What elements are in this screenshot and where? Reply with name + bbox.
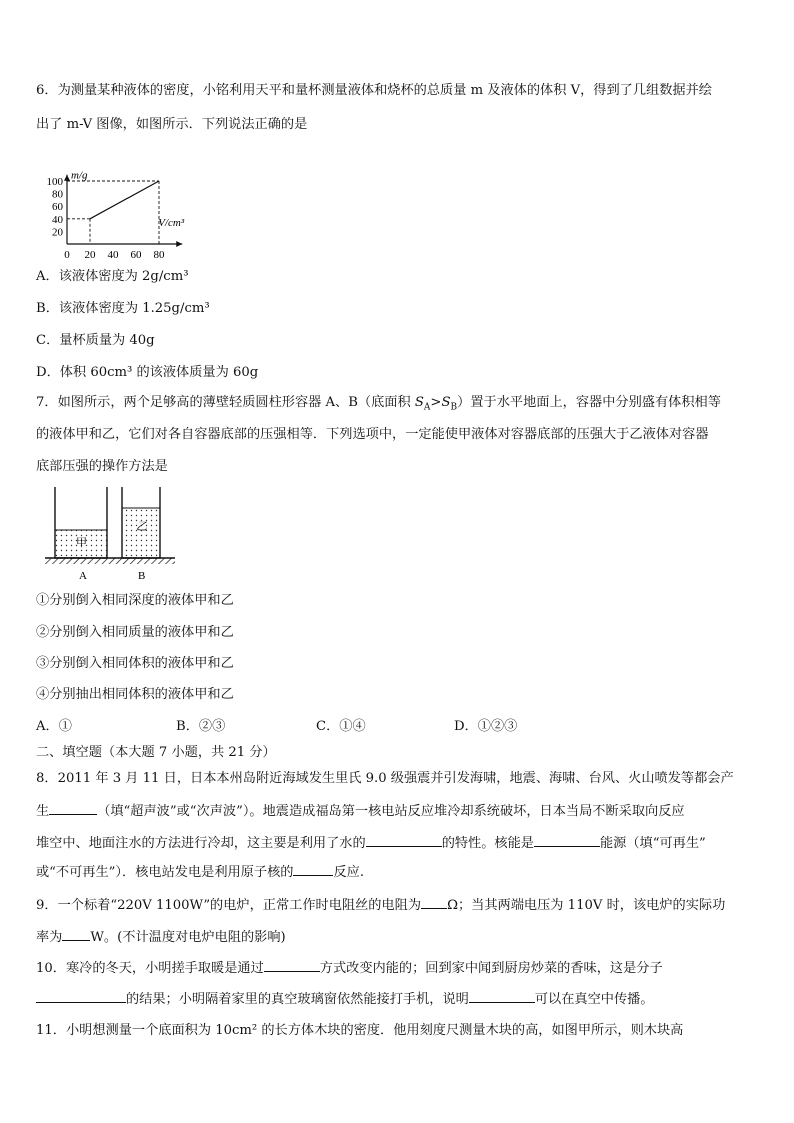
label-a: A: [79, 570, 87, 582]
answer-blank[interactable]: [264, 959, 320, 972]
answer-blank[interactable]: [366, 834, 442, 847]
q8-line2-b: （填“超声波”或“次声波”）。地震造成福岛第一核电站反应堆冷却系统破坏，日本当局不断采取向反应: [97, 804, 685, 819]
label-yi: 乙: [136, 521, 147, 533]
q7-choice-d: D．①②③: [454, 719, 518, 734]
answer-blank[interactable]: [49, 802, 97, 815]
q10-line2: [36, 990, 654, 1009]
q7-choice-a: A．①: [36, 719, 72, 734]
x-tick-label: 0: [64, 249, 70, 260]
y-tick-label: 60: [52, 201, 63, 214]
q7-stem-line1-post: ）置于水平地面上，容器中分别盛有体积相等: [457, 395, 721, 410]
q7-statement-2: ②分别倒入相同质量的液体甲和乙: [36, 625, 234, 640]
q9-line1-a: 9．一个标着“220V 1100W”的电炉，正常工作时电阻丝的电阻为: [36, 898, 422, 913]
q7-sa: S: [414, 395, 424, 410]
q7-sb-sub: B: [450, 402, 458, 413]
q8-line2: [36, 802, 685, 821]
q9-line2: [36, 928, 286, 947]
answer-blank[interactable]: [293, 863, 333, 876]
y-tick-label: 40: [52, 213, 63, 226]
answer-blank[interactable]: [469, 990, 535, 1003]
q6-option-d: D．体积 60cm³ 的该液体质量为 60g: [36, 365, 259, 380]
q8-line2-a: 生: [36, 804, 50, 819]
q10-line1-b: 方式改变内能的；回到家中闻到厨房炒菜的香味，这是分子: [319, 961, 663, 976]
x-tick-label: 40: [107, 249, 119, 260]
q7-stem-line3: 底部压强的操作方法是: [36, 459, 168, 474]
answer-blank[interactable]: [36, 990, 126, 1003]
q8-line4: [36, 863, 364, 882]
label-jia: 甲: [76, 537, 87, 549]
q6-stem-line2: 出了 m-V 图像，如图所示．下列说法正确的是: [36, 117, 308, 132]
answer-blank[interactable]: [62, 928, 90, 941]
q6-option-c: C．量杯质量为 40g: [36, 333, 155, 348]
q7-stem-line1-pre: 7．如图所示，两个足够高的薄壁轻质圆柱形容器 A、B（底面积: [36, 395, 415, 410]
q10-line1-a: 10．寒冷的冬天，小明搓手取暖是通过: [36, 961, 264, 976]
q10-line1: [36, 959, 663, 978]
y-axis-arrow: [64, 175, 70, 181]
q7-sa-sub: A: [423, 402, 431, 413]
q11-line1: 11．小明想测量一个底面积为 10cm² 的长方体木块的密度．他用刻度尺测量木块的高，如图甲所示，则木块高: [36, 1023, 684, 1038]
y-tick-label: 100: [46, 176, 63, 188]
q9-line1-b: Ω；当其两端电压为 110V 时，该电炉的实际功: [447, 898, 726, 913]
q7-statement-3: ③分别倒入相同体积的液体甲和乙: [36, 656, 234, 671]
m-v-chart: [36, 140, 276, 260]
liquid-yi: [122, 508, 160, 558]
x-axis-arrow: [176, 241, 182, 247]
q7-choice-c: C．①④: [316, 719, 366, 734]
q7-choice-b: B．②③: [176, 719, 226, 734]
section-heading: 二、填空题（本大题 7 小题，共 21 分）: [36, 745, 276, 760]
containers-figure: [40, 484, 190, 584]
q8-line3-b: 的特性。核能是: [441, 836, 534, 851]
q7-statement-4: ④分别抽出相同体积的液体甲和乙: [36, 687, 234, 702]
q6-stem-line1: 6．为测量某种液体的密度，小铭利用天平和量杯测量液体和烧杯的总质量 m 及液体的体积 V，得到了几组数据并绘: [36, 83, 712, 98]
q8-line3: [36, 834, 706, 853]
q6-option-a: A．该液体密度为 2g/cm³: [36, 269, 189, 284]
x-tick-label: 20: [84, 249, 96, 260]
q8-line3-a: 堆空中、地面注水的方法进行冷却，这主要是利用了水的: [36, 836, 366, 851]
answer-blank[interactable]: [534, 834, 600, 847]
q8-line3-c: 能源（填“可再生”: [600, 836, 706, 851]
answer-blank[interactable]: [421, 896, 447, 909]
q7-gt: >: [430, 395, 442, 410]
q8-line4-a: 或“不可再生”）．核电站发电是利用原子核的: [36, 865, 294, 880]
q7-stem-line1: [36, 394, 721, 417]
q6-option-b: B．该液体密度为 1.25g/cm³: [36, 301, 210, 316]
q7-stem-line2: 的液体甲和乙，它们对各自容器底部的压强相等．下列选项中，一定能使甲液体对容器底部的压强大于乙液体对容器: [36, 427, 709, 442]
q9-line1: [36, 896, 725, 915]
q9-line2-a: 率为: [36, 930, 63, 945]
label-b: B: [138, 570, 146, 582]
q7-statement-1: ①分别倒入相同深度的液体甲和乙: [36, 593, 234, 608]
y-tick-label: 80: [52, 188, 63, 201]
ground: [45, 558, 175, 564]
q8-line4-b: 反应.: [333, 865, 365, 880]
q9-line2-b: W。(不计温度对电炉电阻的影响): [90, 930, 286, 945]
data-line: [90, 181, 159, 219]
x-axis-label: V/cm³: [158, 217, 185, 229]
q7-sb: S: [441, 395, 451, 410]
q10-line2-a: 的结果；小明隔着家里的真空玻璃窗依然能接打手机，说明: [126, 992, 469, 1007]
x-tick-label: 80: [153, 249, 165, 260]
x-tick-label: 60: [130, 249, 142, 260]
q10-line2-b: 可以在真空中传播。: [534, 992, 654, 1007]
y-axis-label: m/g: [71, 169, 88, 182]
q8-line1: 8．2011 年 3 月 11 日，日本本州岛附近海域发生里氏 9.0 级强震并引发海啸，地震、海啸、台风、火山喷发等都会产: [36, 771, 734, 786]
y-tick-label: 20: [52, 226, 63, 239]
